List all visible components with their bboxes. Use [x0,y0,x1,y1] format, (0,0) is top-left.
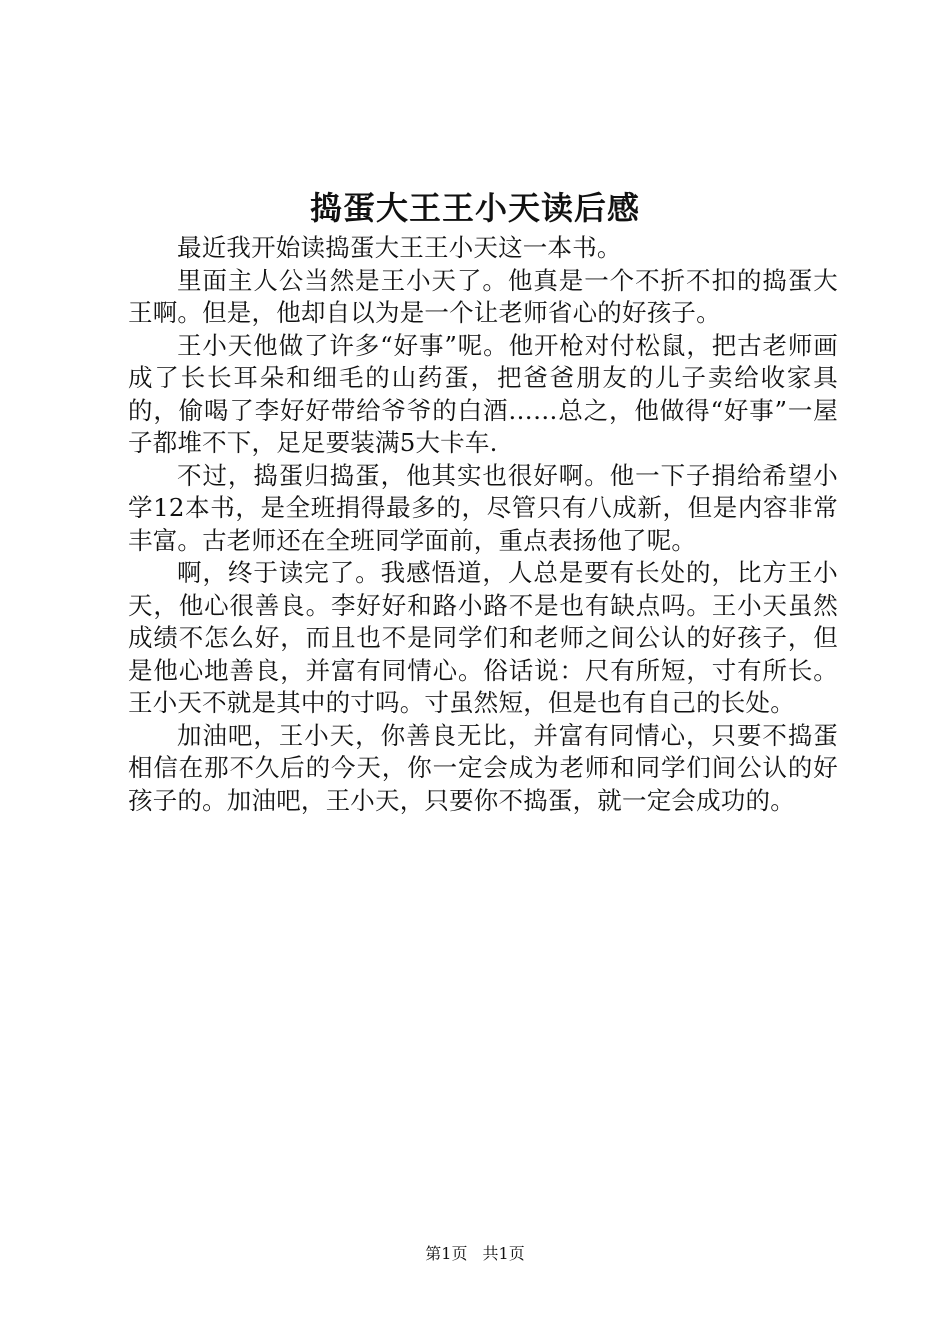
document-title: 捣蛋大王王小天读后感 [309,189,640,227]
paragraph: 王小天他做了许多“好事”呢。他开枪对付松鼠，把古老师画成了长长耳朵和细毛的山药蛋，把爸爸朋友的儿子卖给收家具的，偷喝了李好好带给爷爷的白酒……总之，他做得“好事”一屋子都堆不下，足足要装满5大卡车. [128,330,838,457]
document-body [128,232,838,817]
paragraph: 里面主人公当然是王小天了。他真是一个不折不扣的捣蛋大王啊。但是，他却自以为是一个让老师省心的好孩子。 [128,265,838,327]
paragraph: 最近我开始读捣蛋大王王小天这一本书。 [177,233,622,262]
page-total: 共1页 [482,1244,525,1263]
paragraph: 加油吧，王小天，你善良无比，并富有同情心，只要不捣蛋相信在那不久后的今天，你一定会成为老师和同学们间公认的好孩子的。加油吧，王小天，只要你不捣蛋，就一定会成功的。 [128,720,838,815]
paragraph: 不过，捣蛋归捣蛋，他其实也很好啊。他一下子捐给希望小学12本书，是全班捐得最多的，尽管只有八成新，但是内容非常丰富。古老师还在全班同学面前，重点表扬他了呢。 [128,460,838,555]
paragraph: 啊，终于读完了。我感悟道，人总是要有长处的，比方王小天，他心很善良。李好好和路小路不是也有缺点吗。王小天虽然成绩不怎么好，而且也不是同学们和老师之间公认的好孩子，但是他心地善良，并富有同情心。俗话说：尺有所短，寸有所长。王小天不就是其中的寸吗。寸虽然短，但是也有自己的长处。 [128,558,838,717]
page-number: 第1页 [425,1244,468,1263]
page-footer [0,1243,950,1265]
